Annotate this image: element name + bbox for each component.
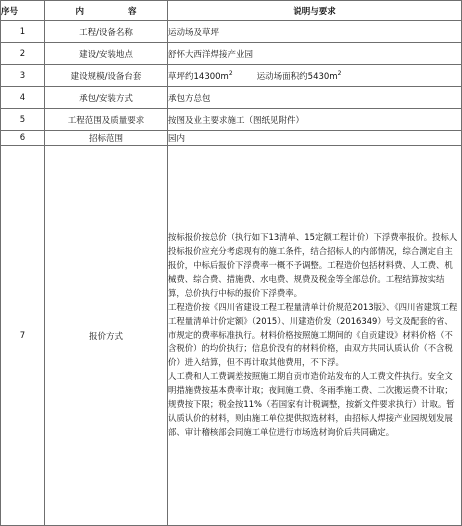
table-row (1, 87, 462, 109)
header-item (45, 1, 168, 21)
row-item: 建设规模/设备台套 (45, 65, 168, 87)
row-desc: 运动场及草坪 (168, 21, 462, 43)
row-desc: 舒怀大西洋焊接产业园 (168, 43, 462, 65)
header-item-right: 容 (128, 6, 137, 17)
row-desc: 承包方总包 (168, 87, 462, 109)
header-no: 序号 (1, 1, 45, 21)
row-desc-pricing (168, 146, 462, 526)
row-no: 1 (1, 21, 45, 43)
field-area-sup: 2 (337, 69, 342, 77)
row-no: 2 (1, 43, 45, 65)
table-row (1, 109, 462, 131)
header-item-left: 内 (75, 6, 84, 17)
row-desc-scale (168, 65, 462, 87)
row-item: 工程/设备名称 (45, 21, 168, 43)
table-header-row (1, 1, 462, 21)
row-no: 5 (1, 109, 45, 131)
header-desc: 说明与要求 (168, 1, 462, 21)
row-no: 7 (1, 146, 45, 526)
table-row (1, 43, 462, 65)
table-row (1, 21, 462, 43)
row-no: 3 (1, 65, 45, 87)
lawn-area-text: 草坪约14300m (168, 71, 229, 82)
table-row (1, 146, 462, 526)
table-row (1, 131, 462, 146)
row-desc: 按图及业主要求施工（图纸见附件） (168, 109, 462, 131)
table-row (1, 65, 462, 87)
lawn-area-sup: 2 (228, 69, 233, 77)
row-no: 4 (1, 87, 45, 109)
row-desc: 园内 (168, 131, 462, 146)
row-item: 承包/安装方式 (45, 87, 168, 109)
field-area-text: 运动场面积约5430m (256, 71, 338, 82)
row-item: 招标范围 (45, 131, 168, 146)
pricing-paragraph-1: 按标报价按总价（执行如下13清单、15定额工程计价）下浮费率报价。投标人投标报价应充分考虑现有的施工条件，结合招标人的内部情况，综合测定自主报价，中标后报价下浮费率一概不予调整。工程造价包括材料费、人工费、机械费、综合费、措施费、水电费、规费及税金等全部总价。工程结算按实结算，总价执行中标的报价下浮费率。 (168, 232, 458, 298)
row-no: 6 (1, 131, 45, 146)
pricing-paragraph-3: 人工费和人工费调差按照施工期自贡市造价站发布的人工费文件执行。安全文明措施费按基本费率计取；夜间施工费、冬雨季施工费、二次搬运费不计取；规费按下限；税金按11%（若国家有计税调整，按新文件要求执行）计取。暂认质认价的材料，则由施工单位提供拟选材料，由招标人焊接产业园规划发展部、审计稽核部会同施工单位进行市场选材询价后共同确定。 (168, 371, 455, 437)
row-item: 建设/安装地点 (45, 43, 168, 65)
row-item: 工程范围及质量要求 (45, 109, 168, 131)
pricing-paragraph-2: 工程造价按《四川省建设工程工程量清单计价规范2013版》、《四川省建筑工程工程量清单计价定额》（2015）、川建造价发（2016349）号文及配套的省、市规定的费率标准执行。材料价格按照施工期间的《自贡建设》材料价格（不含税价）的均价执行；信息价没有的材料价格，由双方共同认质认价（不含税价）进入结算，但不再计取其他费用，不下浮。 (168, 301, 458, 368)
row-item: 报价方式 (45, 146, 168, 526)
